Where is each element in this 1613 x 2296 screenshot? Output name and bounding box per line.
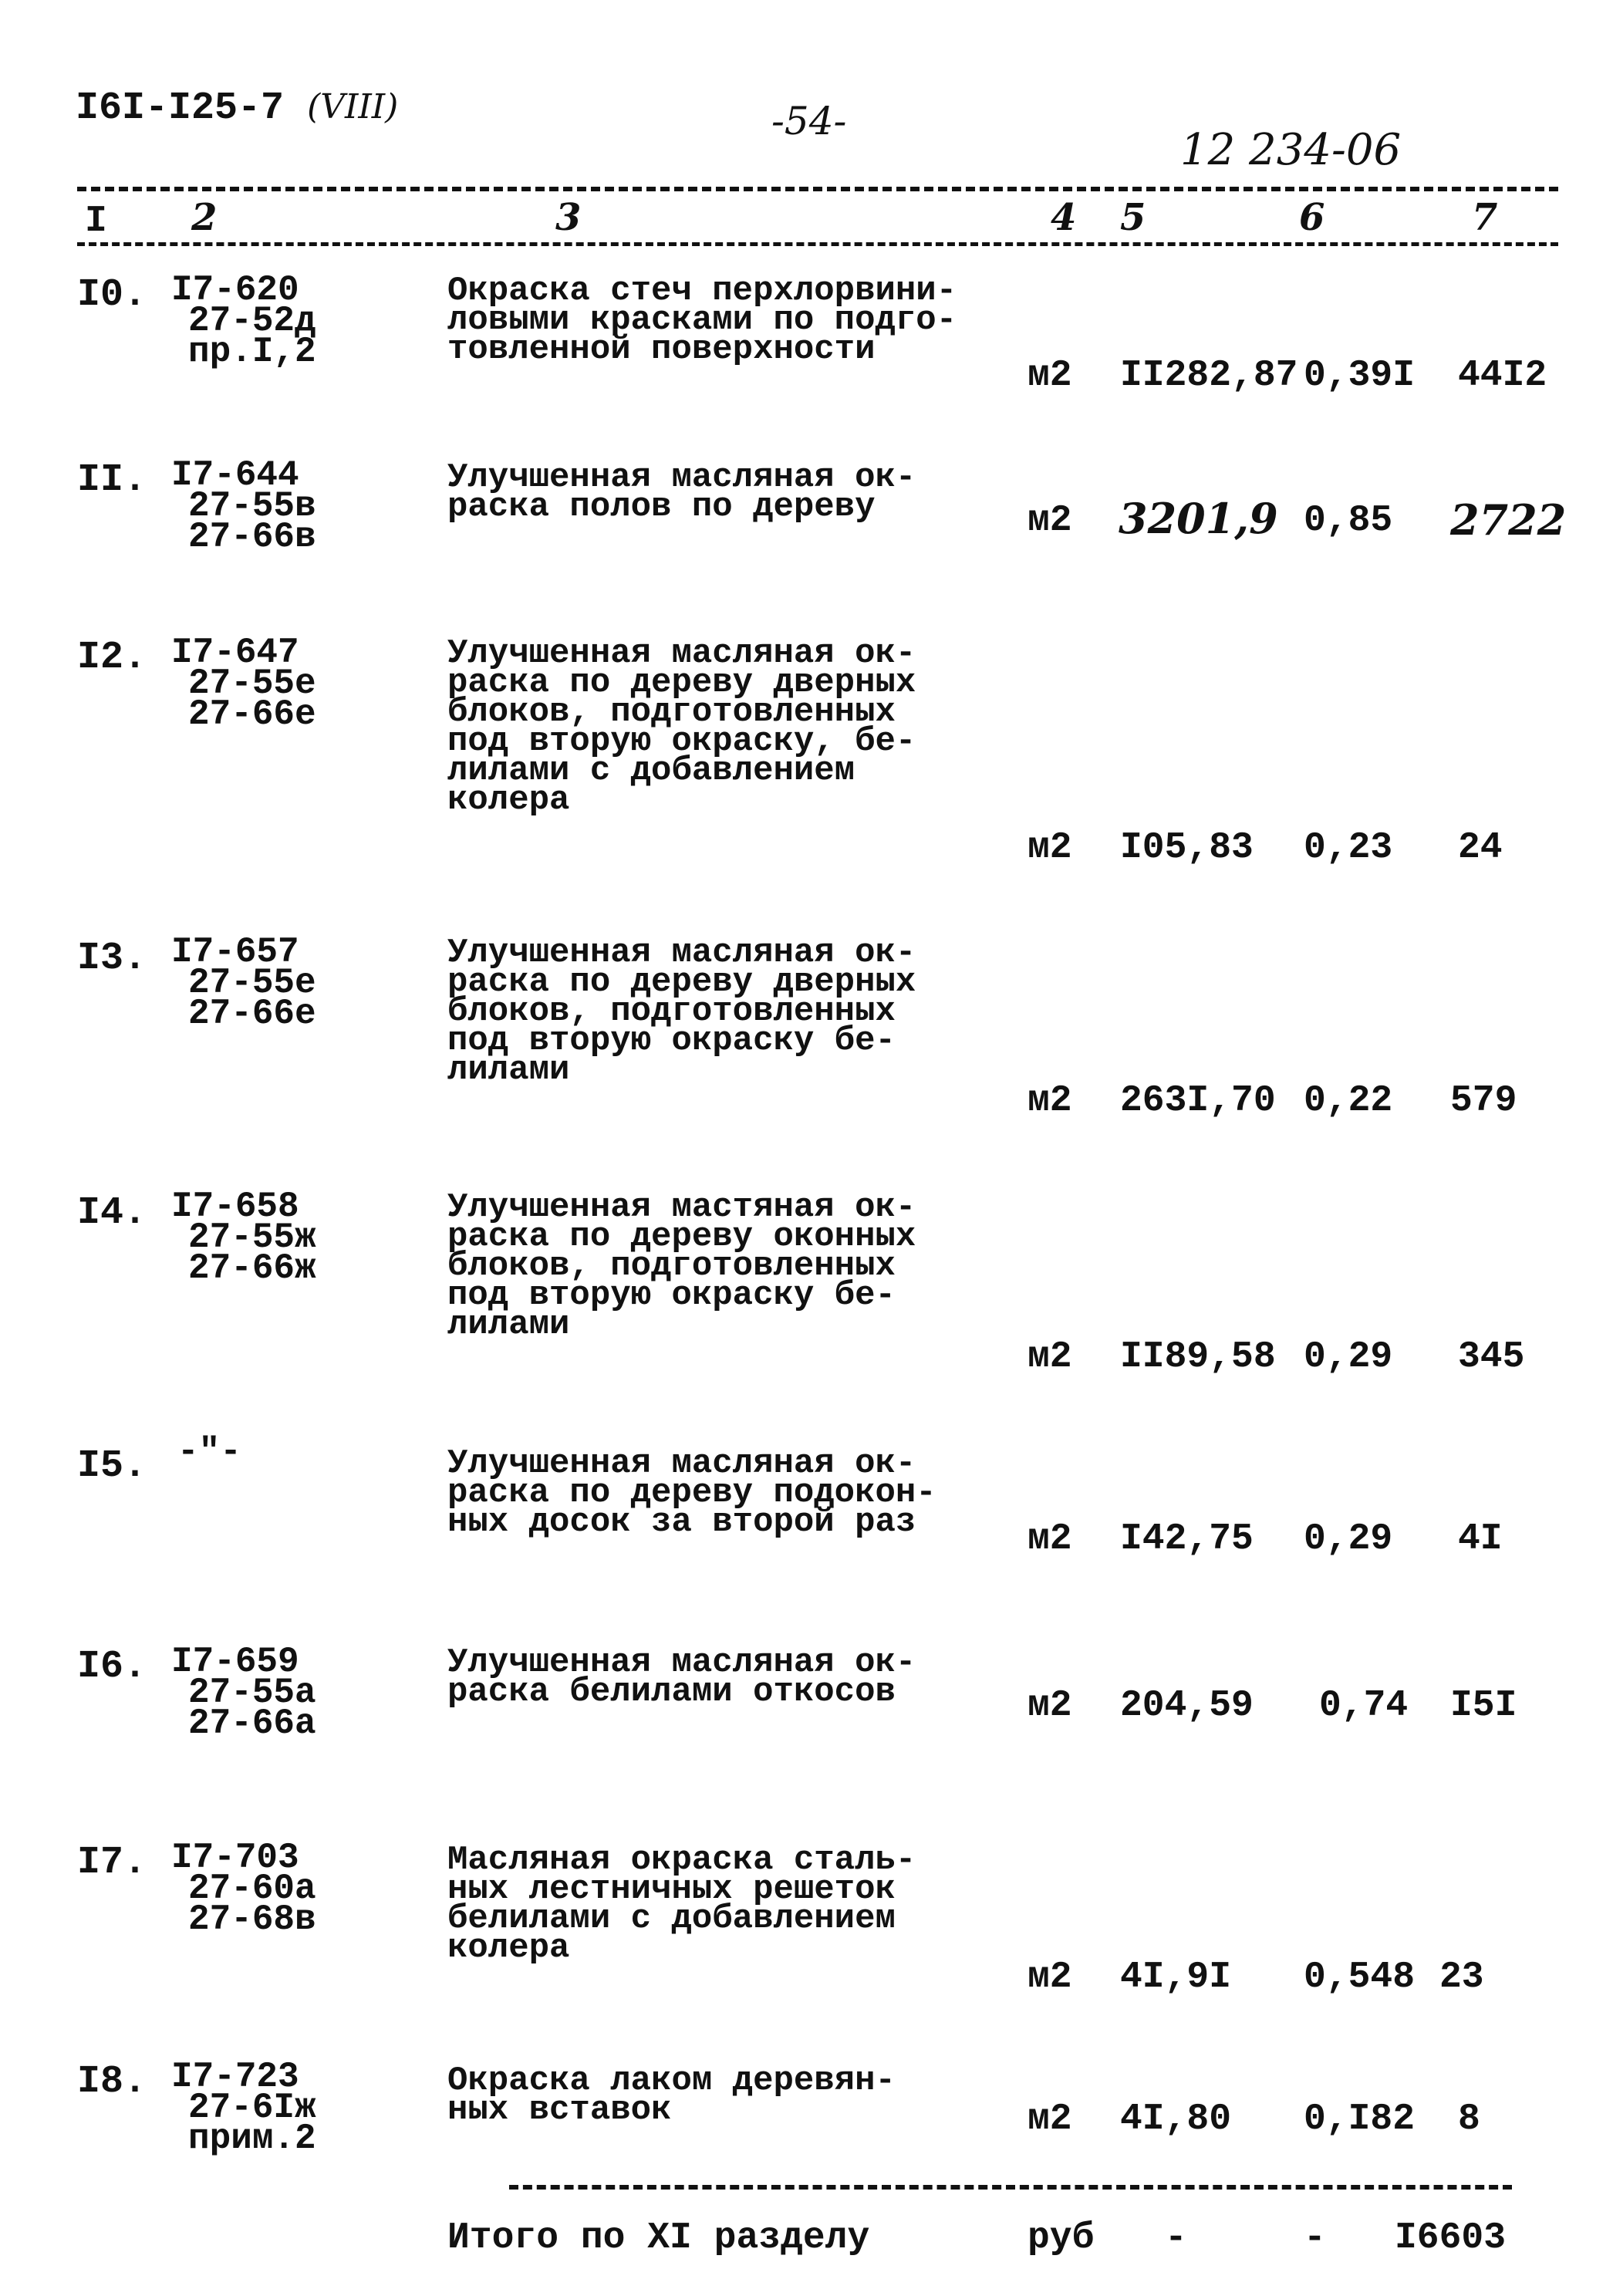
- row-total: 8: [1458, 2098, 1480, 2140]
- summary-rule: [509, 2185, 1512, 2190]
- row-unit: м2: [1028, 500, 1072, 542]
- row-quantity: 204,59: [1120, 1685, 1254, 1727]
- row-unit: м2: [1028, 1685, 1072, 1727]
- row-codes: I7-647 27-55е 27-66е: [171, 633, 316, 734]
- handwritten-code: 12 234-06: [1180, 125, 1402, 175]
- column-number-6: 6: [1299, 196, 1325, 239]
- summary-price: -: [1304, 2217, 1326, 2259]
- row-quantity: 4I,9I: [1120, 1957, 1232, 1998]
- row-number: I0.: [77, 273, 147, 317]
- row-codes: I7-723 27-6Iж прим.2: [171, 2057, 316, 2159]
- row-price: 0,548: [1304, 1957, 1416, 1998]
- row-number: I5.: [77, 1444, 147, 1488]
- row-quantity: I05,83: [1120, 827, 1254, 869]
- row-number: I3.: [77, 937, 147, 981]
- row-codes: -"-: [177, 1432, 241, 1472]
- summary-quantity: -: [1165, 2217, 1187, 2259]
- column-number-5: 5: [1120, 196, 1146, 239]
- row-price: 0,74: [1319, 1685, 1409, 1727]
- row-number: I6.: [77, 1645, 147, 1689]
- row-description: Улучшенная мастяная ок- раска по дереву оконных блоков, подготовленных под вторую окраску бе- лилами: [447, 1188, 916, 1344]
- row-unit: м2: [1028, 1336, 1072, 1378]
- row-total: I5I: [1450, 1685, 1517, 1727]
- row-unit: м2: [1028, 1518, 1072, 1560]
- row-quantity: 3201,9: [1119, 494, 1278, 543]
- row-price: 0,29: [1304, 1336, 1393, 1378]
- row-description: Улучшенная масляная ок- раска по дереву подокон- ных досок за второй раз: [447, 1444, 936, 1541]
- row-unit: м2: [1028, 355, 1072, 397]
- row-price: 0,85: [1304, 500, 1393, 542]
- row-total: 345: [1458, 1336, 1525, 1378]
- column-number-4: 4: [1051, 196, 1077, 239]
- document-code: [76, 86, 398, 130]
- row-quantity: 263I,70: [1120, 1080, 1276, 1122]
- row-total: 2722: [1450, 495, 1567, 545]
- row-total: 579: [1450, 1080, 1517, 1122]
- row-description: Улучшенная масляная ок- раска полов по дереву: [447, 458, 916, 526]
- document-code-note: (VIII): [307, 87, 399, 127]
- header-rule-bottom: [77, 242, 1558, 246]
- row-unit: м2: [1028, 2098, 1072, 2140]
- row-codes: I7-658 27-55ж 27-66ж: [171, 1187, 316, 1288]
- summary-total: I6603: [1395, 2217, 1507, 2259]
- row-total: 23: [1439, 1957, 1484, 1998]
- row-codes: I7-620 27-52д пр.I,2: [171, 270, 316, 372]
- row-description: Окраска лаком деревян- ных вставок: [447, 2061, 896, 2129]
- row-codes: I7-657 27-55е 27-66е: [171, 932, 316, 1034]
- summary-unit: руб: [1028, 2217, 1095, 2259]
- row-quantity: II282,87: [1120, 355, 1298, 397]
- row-description: Окраска стеч перхлорвини- ловыми красками по подго- товленной поверхности: [447, 272, 957, 369]
- row-number: I7.: [77, 1841, 147, 1885]
- row-description: Улучшенная масляная ок- раска по дереву дверных блоков, подготовленных под вторую окраску, бе- лилами с добавлением колера: [447, 634, 916, 819]
- page-number: -54-: [771, 99, 847, 144]
- column-number-1: I: [85, 201, 107, 242]
- row-unit: м2: [1028, 827, 1072, 869]
- row-description: Улучшенная масляная ок- раска белилами откосов: [447, 1643, 916, 1711]
- row-unit: м2: [1028, 1957, 1072, 1998]
- row-number: I2.: [77, 636, 147, 680]
- column-number-7: 7: [1472, 196, 1498, 239]
- row-quantity: 4I,80: [1120, 2098, 1232, 2140]
- summary-label: Итого по XI разделу: [447, 2217, 870, 2259]
- header-rule-top: [77, 187, 1558, 191]
- column-number-3: 3: [555, 196, 582, 239]
- row-number: I8.: [77, 2060, 147, 2104]
- row-total: 4I: [1458, 1518, 1503, 1560]
- row-codes: I7-703 27-60а 27-68в: [171, 1838, 316, 1940]
- row-total: 44I2: [1458, 355, 1547, 397]
- row-codes: I7-659 27-55а 27-66а: [171, 1642, 316, 1744]
- document-code-main: I6I-I25-7: [76, 86, 285, 130]
- row-price: 0,23: [1304, 827, 1393, 869]
- row-description: Улучшенная масляная ок- раска по дереву дверных блоков, подготовленных под вторую окраску бе- лилами: [447, 934, 916, 1089]
- row-price: 0,39I: [1304, 355, 1416, 397]
- column-number-2: 2: [191, 196, 218, 239]
- row-number: I4.: [77, 1191, 147, 1235]
- row-unit: м2: [1028, 1080, 1072, 1122]
- row-codes: I7-644 27-55в 27-66в: [171, 455, 316, 557]
- row-description: Масляная окраска сталь- ных лестничных решеток белилами с добавлением колера: [447, 1841, 916, 1967]
- row-quantity: II89,58: [1120, 1336, 1276, 1378]
- row-total: 24: [1458, 827, 1503, 869]
- row-quantity: I42,75: [1120, 1518, 1254, 1560]
- row-price: 0,22: [1304, 1080, 1393, 1122]
- row-number: II.: [77, 458, 147, 502]
- row-price: 0,29: [1304, 1518, 1393, 1560]
- row-price: 0,I82: [1304, 2098, 1416, 2140]
